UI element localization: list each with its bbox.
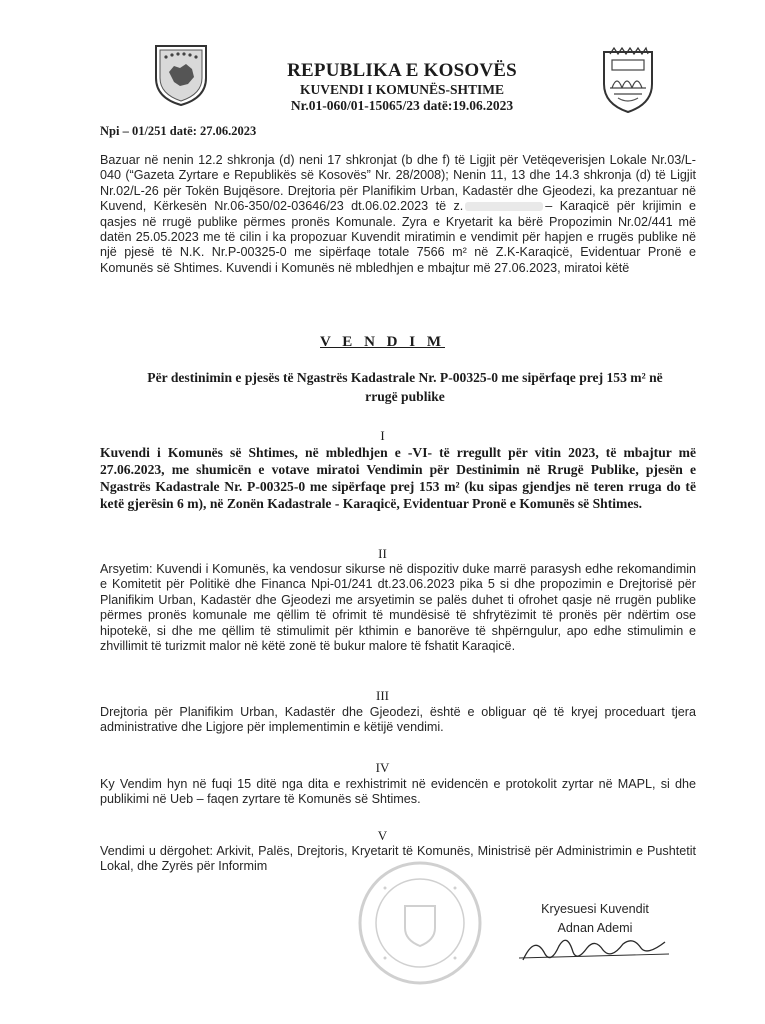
handwritten-signature-icon [515, 928, 675, 968]
section-text-1: Kuvendi i Komunës së Shtimes, në mbledhjen e -VI- të rregullt për vitin 2023, të mbajtur më 27.06.2023, me shumicën e votave miratoi Vendimin për Destinimin në Rrugë Publike, pjesën e Ngastrës Kadastrale Nr. P-00325-0 me sipërfaqe prej 153 m² (ku sipas gjendjes në teren rruga do të ketë gjerësin 6 m), në Zonën Kadastrale - Karaqicë, Evidentuar Pronë e Komunës së Shtimes. [100, 445, 696, 511]
intro-paragraph [100, 153, 696, 276]
redacted-name [465, 202, 543, 211]
decision-subject: Për destinimin e pjesës të Ngastrës Kadastrale Nr. P-00325-0 me sipërfaqe prej 153 m² në rrugë publike [147, 370, 663, 404]
section-text-3: Drejtoria për Planifikim Urban, Kadastër dhe Gjeodezi, është e obliguar që të kryej proceduart tjera administrative dhe Ligjore për implementimin e këtijë vendimi. [100, 705, 696, 735]
decision-heading: V E N D I M [320, 334, 445, 350]
header-title: REPUBLIKA E KOSOVËS [287, 60, 517, 81]
document-header [232, 60, 572, 114]
section-text-5: Vendimi u dërgohet: Arkivit, Palës, Drejtoris, Kryetarit të Komunës, Ministrisë për Administrimin e Pushtetit Lokal, dhe Zyrës për Informim [100, 844, 696, 874]
official-stamp-icon [355, 858, 485, 988]
section-numeral-3: III [376, 688, 389, 703]
shtime-municipality-emblem-icon [598, 44, 658, 116]
section-text-2: Arsyetim: Kuvendi i Komunës, ka vendosur sikurse në dispozitiv duke marrë parasysh edhe rekomandimin e Komitetit për Politikë dhe Financa Npi-01/241 dt.23.06.2023 pika 5 si dhe propozimin e Drejtorisë për Planifikim Urban, Kadastër dhe Gjeodezi me arsyetimin se palës duhet ti ofrohet qasje në rrugën publike përmes pronës komunale me qëllim të ofrimit të mundësisë të shfrytëzimit të pronës për ndërtim ose hipotekë, si dhe me qëllim të stimulimit për kthimin e banorëve të shpërngulur, apo edhe stimulimin e zhvillimit të turizmit malor në këtë zonë të bukur malore të fshatit Karaqicë. [100, 562, 696, 654]
header-subtitle: KUVENDI I KOMUNËS-SHTIME [299, 82, 505, 97]
section-numeral-1: I [380, 428, 385, 443]
section-text-4: Ky Vendim hyn në fuqi 15 ditë nga dita e rexhistrimit në evidencën e protokolit zyrtar në MAPL, si dhe publikimi në Ueb – faqen zyrtare të Komunës së Shtimes. [100, 777, 696, 807]
signature-role: Kryesuesi Kuvendit [541, 902, 649, 916]
section-numeral-5: V [377, 828, 388, 843]
section-numeral-4: IV [375, 760, 390, 775]
signature-name: Adnan Ademi [557, 921, 633, 935]
intro-text-continued: – Karaqicë për krijimin e qasjes në rrugë publike përmes pronës Komunale. Zyra e Kryetarit ka bërë Propozimin Nr.02/441 më datën 25.05.2023 me të cilin i ka propozuar Kuvendit miratimin e vendimit për hapjen e rrugës publike në një pjesë të N.K. Nr.P-00325-0 me sipërfaqe totale 7566 m² në Z.K-Karaqicë, Evidentuar Pronë e Komunës së Shtimes. Kuvendi i Komunës në mbledhjen e mbajtur më 27.06.2023, miratoi këtë [100, 199, 696, 275]
npi-reference: Npi – 01/251 datë: 27.06.2023 [100, 124, 257, 138]
section-numeral-2: II [378, 546, 387, 561]
kosovo-coat-of-arms-icon [152, 42, 210, 108]
header-reference: Nr.01-060/01-15065/23 datë:19.06.2023 [290, 98, 514, 113]
intro-text: Bazuar në nenin 12.2 shkronja (d) neni 17 shkronjat (b dhe f) të Ligjit për Vetëqeverisjen Lokale Nr.03/L-040 (“Gazeta Zyrtare e Republikës së Kosovës” Nr. 28/2008); Nenin 11, 13 dhe 14.3 shkronja (d) të Ligjit Nr.02/L-26 për Tokën Bujqësore. Drejtoria për Planifikim Urban, Kadastër dhe Gjeodezi, ka prezantuar në Kuvend, Kërkesën Nr.06-350/02-03646/23 dt.06.02.2023 të z. [100, 153, 696, 214]
